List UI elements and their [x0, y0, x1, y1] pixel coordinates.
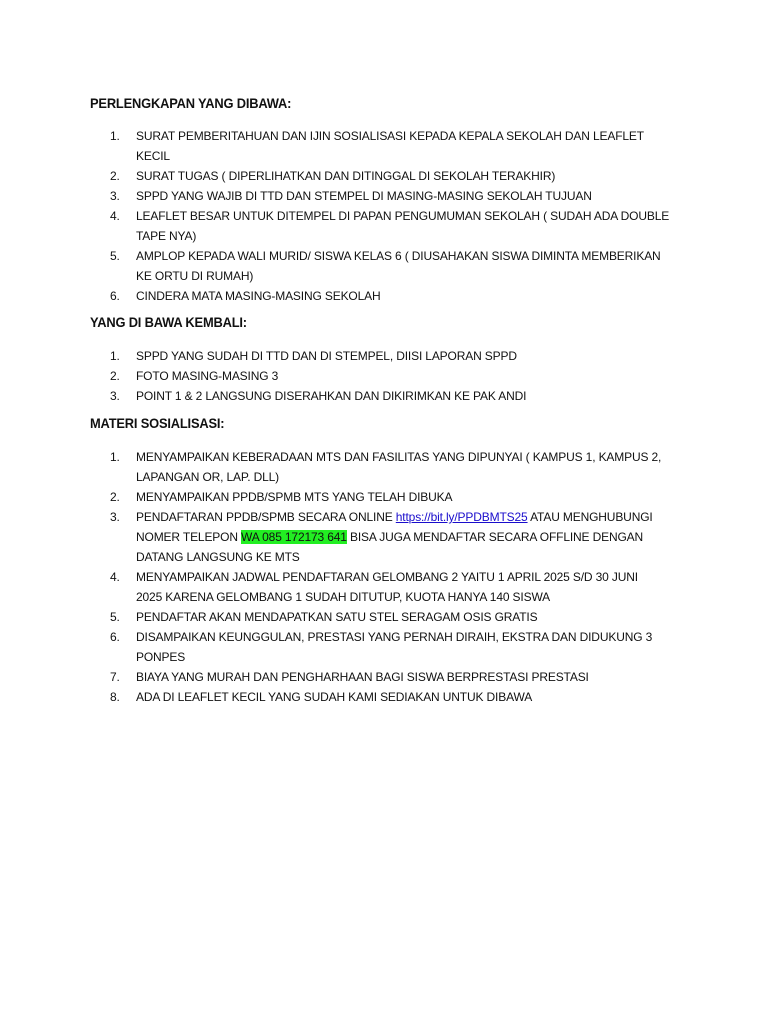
registration-text: PENDAFTARAN PPDB/SPMB SECARA ONLINE — [136, 510, 396, 524]
list-item — [90, 346, 680, 366]
section-heading-dibawa-kembali: YANG DI BAWA KEMBALI: — [90, 314, 247, 330]
list-item-text-line2 — [136, 527, 680, 547]
list-perlengkapan — [90, 126, 680, 306]
list-item — [90, 246, 680, 286]
list-number: 2. — [110, 169, 120, 183]
list-item — [90, 166, 680, 186]
list-item-text: SPPD YANG WAJIB DI TTD DAN STEMPEL DI MASING-MASING SEKOLAH TUJUAN — [136, 189, 592, 203]
list-item-text: PENDAFTAR AKAN MENDAPATKAN SATU STEL SERAGAM OSIS GRATIS — [136, 610, 538, 624]
list-number: 8. — [110, 690, 120, 704]
phone-label: NOMER TELEPON — [136, 530, 242, 544]
list-item-text-line1: LEAFLET BESAR UNTUK DITEMPEL DI PAPAN PENGUMUMAN SEKOLAH ( SUDAH ADA DOUBLE — [136, 209, 670, 223]
list-number: 3. — [110, 510, 120, 524]
list-item — [90, 487, 680, 507]
section-heading-materi-sosialisasi: MATERI SOSIALISASI: — [90, 415, 225, 431]
phone-number-highlight: WA 085 172173 641 — [241, 530, 347, 544]
list-item-registration — [90, 507, 680, 567]
list-number: 1. — [110, 349, 120, 363]
list-item-text: ADA DI LEAFLET KECIL YANG SUDAH KAMI SEDIAKAN UNTUK DIBAWA — [136, 690, 533, 704]
list-item — [90, 447, 680, 487]
list-item-text: FOTO MASING-MASING 3 — [136, 369, 279, 383]
list-item-text-line1: DISAMPAIKAN KEUNGGULAN, PRESTASI YANG PERNAH DIRAIH, EKSTRA DAN DIDUKUNG 3 — [136, 630, 653, 644]
list-number: 3. — [110, 389, 120, 403]
list-item-text-line1 — [136, 507, 680, 527]
registration-text: ATAU MENGHUBUNGI — [527, 510, 653, 524]
list-number: 6. — [110, 630, 120, 644]
list-item — [90, 186, 680, 206]
list-number: 7. — [110, 670, 120, 684]
list-item-text: BIAYA YANG MURAH DAN PENGHARHAAN BAGI SISWA BERPRESTASI PRESTASI — [136, 670, 589, 684]
list-item-text: SURAT TUGAS ( DIPERLIHATKAN DAN DITINGGAL DI SEKOLAH TERAKHIR) — [136, 169, 556, 183]
list-item — [90, 627, 680, 667]
list-item-text-line2: 2025 KARENA GELOMBANG 1 SUDAH DITUTUP, KUOTA HANYA 140 SISWA — [136, 590, 551, 604]
section-heading-perlengkapan: PERLENGKAPAN YANG DIBAWA: — [90, 95, 292, 111]
list-item — [90, 667, 680, 687]
list-number: 2. — [110, 490, 120, 504]
list-number: 5. — [110, 610, 120, 624]
list-number: 5. — [110, 249, 120, 263]
list-item — [90, 206, 680, 246]
list-item-text-line1: MENYAMPAIKAN JADWAL PENDAFTARAN GELOMBANG 2 YAITU 1 APRIL 2025 S/D 30 JUNI — [136, 570, 638, 584]
list-item — [90, 567, 680, 607]
list-number: 4. — [110, 209, 120, 223]
list-item-text-line2: TAPE NYA) — [136, 229, 197, 243]
list-item-text-line2: PONPES — [136, 650, 186, 664]
list-item-text: SURAT PEMBERITAHUAN DAN IJIN SOSIALISASI KEPADA KEPALA SEKOLAH DAN LEAFLET KECIL — [136, 129, 644, 163]
list-number: 4. — [110, 570, 120, 584]
list-item-text-line1: MENYAMPAIKAN KEBERADAAN MTS DAN FASILITAS YANG DIPUNYAI ( KAMPUS 1, KAMPUS 2, — [136, 450, 662, 464]
registration-link[interactable]: https://bit.ly/PPDBMTS25 — [395, 510, 528, 524]
document-page — [90, 93, 680, 707]
list-item-text-line2: LAPANGAN OR, LAP. DLL) — [136, 470, 279, 484]
list-number: 2. — [110, 369, 120, 383]
list-item — [90, 607, 680, 627]
list-item-text-line3: DATANG LANGSUNG KE MTS — [136, 550, 300, 564]
offline-text: BISA JUGA MENDAFTAR SECARA OFFLINE DENGAN — [346, 530, 644, 544]
list-number: 6. — [110, 289, 120, 303]
list-item-text-line2: KE ORTU DI RUMAH) — [136, 269, 254, 283]
list-item — [90, 286, 680, 306]
list-item — [90, 386, 680, 406]
list-materi-sosialisasi — [90, 447, 680, 707]
list-item-text: CINDERA MATA MASING-MASING SEKOLAH — [136, 289, 381, 303]
list-dibawa-kembali — [90, 346, 680, 406]
list-item — [90, 126, 680, 166]
list-item-text: MENYAMPAIKAN PPDB/SPMB MTS YANG TELAH DIBUKA — [136, 490, 453, 504]
list-number: 3. — [110, 189, 120, 203]
list-number: 1. — [110, 129, 120, 143]
list-item — [90, 366, 680, 386]
list-item-text: POINT 1 & 2 LANGSUNG DISERAHKAN DAN DIKIRIMKAN KE PAK ANDI — [136, 389, 527, 403]
list-number: 1. — [110, 450, 120, 464]
list-item — [90, 687, 680, 707]
list-item-text: SPPD YANG SUDAH DI TTD DAN DI STEMPEL, DIISI LAPORAN SPPD — [136, 349, 517, 363]
list-item-text-line1: AMPLOP KEPADA WALI MURID/ SISWA KELAS 6 ( DIUSAHAKAN SISWA DIMINTA MEMBERIKAN — [136, 249, 661, 263]
